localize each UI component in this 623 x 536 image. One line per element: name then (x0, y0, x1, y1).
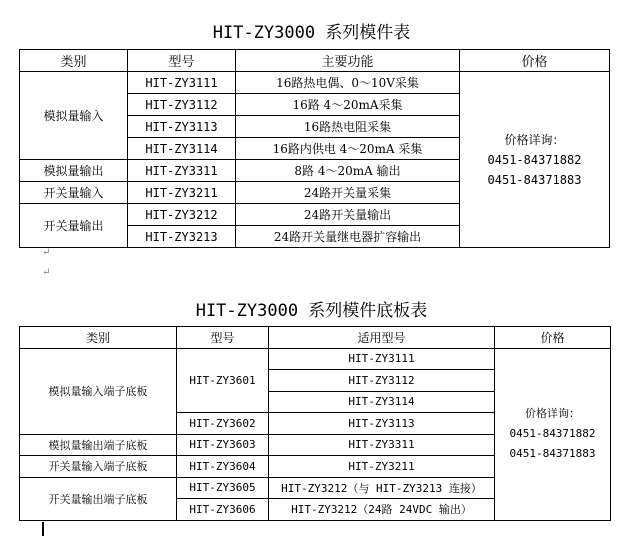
model-cell: HIT-ZY3602 (177, 413, 269, 435)
model-cell: HIT-ZY3112 (128, 94, 236, 116)
function-cell: 24路开关量采集 (236, 182, 460, 204)
model-cell: HIT-ZY3606 (177, 499, 269, 521)
function-cell: 24路开关量继电器扩容输出 (236, 226, 460, 248)
model-cell: HIT-ZY3114 (128, 138, 236, 160)
category-cell: 模拟量输出 (20, 160, 128, 182)
function-cell: 24路开关量输出 (236, 204, 460, 226)
function-cell: 8路 4～20mA 输出 (236, 160, 460, 182)
price-phone: 0451-84371883 (487, 172, 582, 187)
price-label: 价格详询： (525, 407, 580, 420)
model-cell: HIT-ZY3601 (177, 348, 269, 413)
applicable-cell: HIT-ZY3114 (269, 391, 495, 413)
table-row (20, 348, 611, 370)
price-phone: 0451-84371882 (509, 427, 596, 440)
header-price: 价格 (460, 50, 610, 72)
function-cell: 16路热电偶、0～10V采集 (236, 72, 460, 94)
model-cell: HIT-ZY3211 (128, 182, 236, 204)
table2-title: HIT-ZY3000 系列模件底板表 (195, 301, 428, 321)
header-category: 类别 (20, 327, 177, 349)
price-phone: 0451-84371883 (509, 447, 596, 460)
table1-title: HIT-ZY3000 系列模件表 (212, 23, 411, 43)
paragraph-mark-icon: ↵ (42, 267, 51, 278)
function-cell: 16路 4～20mA采集 (236, 94, 460, 116)
header-applicable: 适用型号 (269, 327, 495, 349)
table-header-row (20, 327, 611, 349)
model-cell: HIT-ZY3605 (177, 477, 269, 499)
category-cell: 开关量输出 (20, 204, 128, 248)
category-cell: 模拟量输入 (20, 72, 128, 160)
function-cell: 16路热电阻采集 (236, 116, 460, 138)
paragraph-mark-icon: ↵ (42, 247, 51, 258)
function-cell: 16路内供电 4～20mA 采集 (236, 138, 460, 160)
applicable-cell: HIT-ZY3311 (269, 434, 495, 456)
model-cell: HIT-ZY3604 (177, 456, 269, 478)
header-model: 型号 (177, 327, 269, 349)
model-cell: HIT-ZY3111 (128, 72, 236, 94)
price-cell (495, 348, 611, 520)
header-function: 主要功能 (236, 50, 460, 72)
applicable-cell: HIT-ZY3212（24路 24VDC 输出） (269, 499, 495, 521)
price-cell (460, 72, 610, 248)
header-model: 型号 (128, 50, 236, 72)
model-cell: HIT-ZY3603 (177, 434, 269, 456)
category-cell: 开关量输出端子底板 (20, 477, 177, 520)
model-cell: HIT-ZY3213 (128, 226, 236, 248)
applicable-cell: HIT-ZY3112 (269, 370, 495, 392)
applicable-cell: HIT-ZY3212（与 HIT-ZY3213 连接） (269, 477, 495, 499)
header-category: 类别 (20, 50, 128, 72)
model-cell: HIT-ZY3113 (128, 116, 236, 138)
model-cell: HIT-ZY3212 (128, 204, 236, 226)
table-row (20, 72, 610, 94)
category-cell: 模拟量输出端子底板 (20, 434, 177, 456)
category-cell: 模拟量输入端子底板 (20, 348, 177, 434)
header-price: 价格 (495, 327, 611, 349)
applicable-cell: HIT-ZY3111 (269, 348, 495, 370)
applicable-cell: HIT-ZY3113 (269, 413, 495, 435)
applicable-cell: HIT-ZY3211 (269, 456, 495, 478)
category-cell: 开关量输入端子底板 (20, 456, 177, 478)
model-cell: HIT-ZY3311 (128, 160, 236, 182)
text-cursor (42, 522, 44, 536)
modules-table (19, 49, 610, 248)
table-header-row (20, 50, 610, 72)
price-label: 价格详询： (504, 132, 565, 147)
price-phone: 0451-84371882 (487, 152, 582, 167)
baseboards-table (19, 326, 611, 521)
category-cell: 开关量输入 (20, 182, 128, 204)
